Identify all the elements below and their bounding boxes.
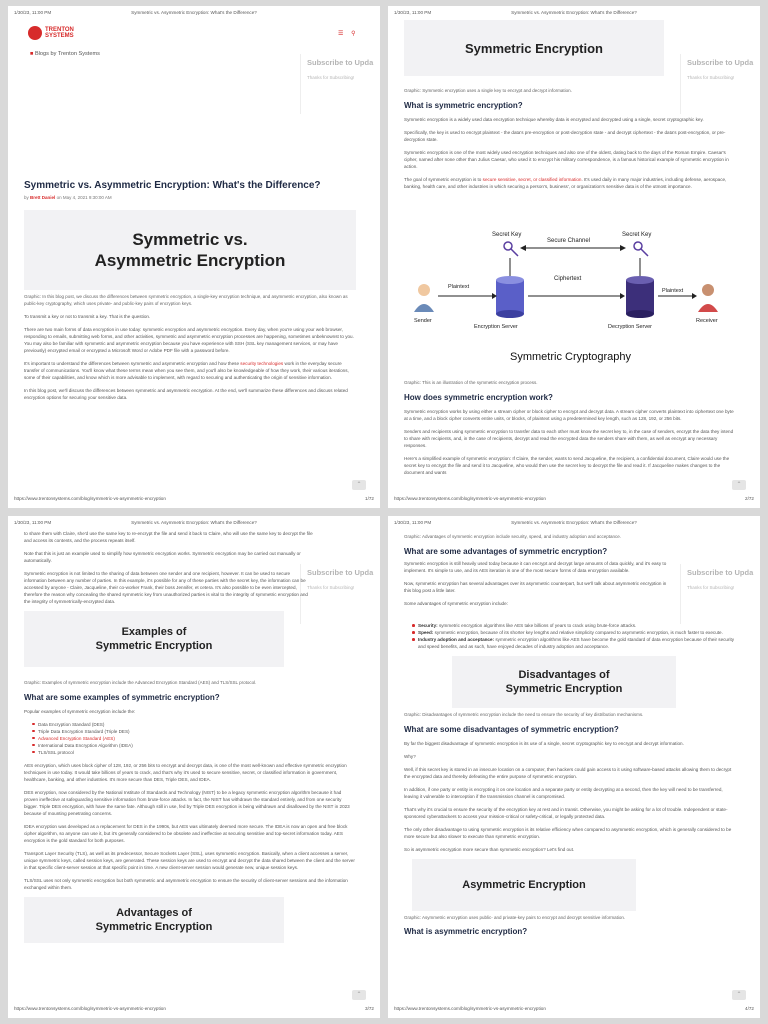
pdf-page-4 bbox=[388, 516, 760, 1018]
paragraph: Symmetric encryption is a widely used data encryption technique whereby data is encrypted and decrypted using a single, secret cryptographic key. bbox=[404, 116, 704, 122]
hero-line-1: Advantages of bbox=[116, 906, 192, 919]
print-title: Symmetric vs. Asymmetric Encryption: What's the Difference? bbox=[511, 520, 637, 525]
print-footer bbox=[394, 496, 754, 504]
paragraph: DES encryption, now considered by the National Institute of Standards and Technology (NIST) to be a legacy symmetric encryption algorithm because it had proven ineffective at safeguarding sensitive information from brute-force attacks. In fact, the NIST has withdrawn the standard entirely, and from one security bigger. Triple DES encryption, with have the same fate. Although still in use, fed by Triple DES encryption is being withdrawn and disallowed by the NIST in 2023 because of mounting penetrating concerns. bbox=[24, 789, 350, 816]
decryption-server-label: Decryption Server bbox=[608, 324, 653, 330]
paragraph: To transmit a key or not to transmit a key. That is the question. bbox=[24, 314, 151, 319]
advantages-list bbox=[412, 622, 736, 650]
print-datetime: 1/30/23, 11:00 PM bbox=[394, 520, 432, 525]
article-body bbox=[24, 180, 356, 407]
section-heading: What are some advantages of symmetric encryption? bbox=[404, 546, 608, 556]
print-footer bbox=[14, 1006, 374, 1014]
scroll-top-button[interactable]: ⌃ bbox=[732, 990, 746, 1000]
decryption-server-icon bbox=[626, 276, 654, 318]
author-link[interactable]: Brett Daniel bbox=[30, 195, 56, 200]
text: The goal of symmetric encryption is to bbox=[404, 176, 483, 182]
home-icon: ■ bbox=[30, 51, 34, 57]
paragraph: TLS/SSL uses not only symmetric encryption but both symmetric and asymmetric encryption to ensure the security of client-server sessions and the information exchanged within them. bbox=[24, 877, 348, 890]
image-caption: Graphic: Symmetric encryption uses a single key to encrypt and decrypt information. bbox=[404, 88, 572, 93]
print-url: https://www.trentonsystems.com/blog/symmetric-vs-asymmetric-encryption bbox=[394, 1006, 546, 1011]
by-label: by bbox=[24, 195, 29, 200]
hero-image bbox=[24, 210, 356, 290]
list-item-term: Industry adoption and acceptance: bbox=[418, 637, 495, 642]
page-number: 3/72 bbox=[365, 1006, 374, 1011]
paragraph: Here's a simplified example of symmetric encryption: If Claire, the sender, wants to send Jacqueline, the recipient, a confidential document, Claire would use the secret key to encrypt the file and send it to Jacqueline, who would then use the secret key to decrypt the file and read it. If Jacqueline makes changes to the document and wants bbox=[404, 455, 730, 475]
hero-image bbox=[452, 656, 676, 708]
image-caption: Graphic: Examples of symmetric encryption include the Advanced Encryption Standard (AES) and TLS/SSL protocol. bbox=[24, 680, 257, 685]
diagram-title: Symmetric Cryptography bbox=[510, 351, 632, 363]
print-url: https://www.trentonsystems.com/blog/symmetric-vs-asymmetric-encryption bbox=[394, 496, 546, 501]
paragraph: In this blog post, we'll discuss the differences between symmetric and asymmetric encryption. At the end, we'll summarize these differences and discuss related encryption options for securing your sensitive data. bbox=[24, 388, 348, 400]
list-item bbox=[412, 636, 736, 650]
logo-line-2: SYSTEMS bbox=[45, 33, 74, 39]
subscribe-title: Subscribe to Upda bbox=[307, 568, 374, 577]
text: It's important to understand the differences between symmetric and asymmetric encryption and how these bbox=[24, 361, 241, 366]
print-footer bbox=[14, 496, 374, 504]
section-heading: What are some examples of symmetric encryption? bbox=[24, 692, 220, 702]
plaintext-right-label: Plaintext bbox=[662, 288, 684, 294]
list-item: Data Encryption Standard (DES) bbox=[32, 721, 356, 728]
print-datetime: 1/30/23, 11:00 PM bbox=[394, 10, 432, 15]
page-number: 1/72 bbox=[365, 496, 374, 501]
hero-line-1: Examples of bbox=[121, 626, 187, 638]
pdf-page-2 bbox=[388, 6, 760, 508]
hero-image bbox=[404, 20, 664, 76]
post-title: Symmetric vs. Asymmetric Encryption: What's the Difference? bbox=[24, 180, 321, 191]
hero-line-1: Symmetric vs. bbox=[132, 230, 248, 249]
paragraph: There are two main forms of data encryption in use today: symmetric encryption and asymmetric encryption. Every day, when you're using your web browser, responding to emails, submitting web forms, and other activities, symmetric and asymmetric encryption processes are happening, sometimes unbeknownst to you. You may also be familiar with symmetric and asymmetric encryption because you have experience with SSH (SSL key management services, or may have previously) encrypted email or encrypted a Microsoft Word or Adobe PDF file with a password before. bbox=[24, 327, 354, 353]
paragraph: Popular examples of symmetric encryption include the: bbox=[24, 708, 136, 714]
article-body bbox=[404, 622, 736, 942]
paragraph: to share them with Claire, she'd use the same key to re-encrypt the file and send it back to Claire, who will use the same key to decrypt the file and access its contents, and the process repeats itself. bbox=[24, 531, 313, 543]
paragraph: IDEA encryption was developed as a replacement for DES in the 1990s, but AES was ultimately deemed more secure. The IDEA is now an open and free block cipher algorithm, so anyone can use it, but it's generally considered to be obsolete and ineffective at securing sensitive and top-secret information today. AES encryption is the gold standard for both purposes. bbox=[24, 823, 348, 843]
receiver-label: Receiver bbox=[696, 318, 718, 324]
list-item bbox=[412, 622, 736, 629]
image-caption: Graphic: This is an illustration of the symmetric encryption process. bbox=[404, 380, 538, 385]
paragraph: Now, symmetric encryption has several advantages over its asymmetric counterpart, but we'll talk about asymmetric encryption in this blog post a little later. bbox=[404, 581, 667, 593]
paragraph: AES encryption, which uses block cipher of 128, 192, or 256 bits to encrypt and decrypt data, is one of the most well-known and effective symmetric encryption techniques in use today. It would take billions of years to crack, and that's why it's used to secure sensitive, secret, or classified information in government, healthcare, banking, and other industries. It's more secure than DES, Triple DES, and IDEA. bbox=[24, 762, 347, 782]
image-caption: Graphic: In this blog post, we discuss the differences between symmetric encryption, a single-key encryption technique, and asymmetric encryption, also known as public-key cryptography, which uses private- and public-key pairs of encryption keys. bbox=[24, 294, 348, 306]
print-header bbox=[14, 10, 374, 18]
scroll-top-button[interactable]: ⌃ bbox=[352, 480, 366, 490]
article-body bbox=[24, 676, 356, 943]
subscribe-title: Subscribe to Upda bbox=[307, 58, 374, 67]
list-item bbox=[412, 629, 736, 636]
paragraph bbox=[404, 176, 736, 190]
paragraph: Why? bbox=[404, 753, 416, 759]
page-number: 2/72 bbox=[745, 496, 754, 501]
article-body bbox=[404, 530, 736, 562]
paragraph: That's why it's crucial to ensure the security of the encryption key at rest and in transit. Otherwise, you might be asking for a lot of trouble. Independent or state-sponsored cyberattackers to access your mission-critical or safety-critical, or legally protected data. bbox=[404, 806, 728, 819]
search-icon[interactable]: ⚲ bbox=[351, 31, 356, 37]
article-body bbox=[24, 530, 314, 667]
print-header bbox=[394, 520, 754, 528]
print-header bbox=[14, 520, 374, 528]
ciphertext-label: Ciphertext bbox=[554, 276, 582, 282]
secret-key-right-label: Secret Key bbox=[622, 232, 652, 238]
scroll-top-button[interactable]: ⌃ bbox=[732, 480, 746, 490]
section-heading: What are some disadvantages of symmetric encryption? bbox=[404, 724, 619, 734]
subscribe-title: Subscribe to Upda bbox=[687, 58, 754, 67]
hero-line-2: Symmetric Encryption bbox=[95, 640, 213, 652]
list-item-text: symmetric encryption algorithms like AES take billions of years to crack using brute-force attacks. bbox=[437, 623, 637, 628]
print-footer bbox=[394, 1006, 754, 1014]
article-body bbox=[404, 20, 674, 76]
paragraph: So is asymmetric encryption more secure than symmetric encryption? Let's find out. bbox=[404, 846, 575, 852]
hero-image bbox=[412, 859, 636, 911]
page-number: 4/72 bbox=[745, 1006, 754, 1011]
paragraph: Transport Layer Security (TLS), as well as its predecessor, Secure Sockets Layer (SSL), uses symmetric encryption. Basically, when a client accesses a server, unique symmetric keys, called session keys, are generated. These session keys are used to encrypt and decrypt the data shared between the client and the server in that specific client-server session at that specific point in time. A new client-server session would generate new, unique session keys. bbox=[24, 850, 355, 870]
hero-image bbox=[24, 897, 284, 943]
article-body bbox=[404, 376, 736, 482]
logo-line-1: TRENTON bbox=[45, 27, 74, 33]
paragraph: Some advantages of symmetric encryption include: bbox=[404, 601, 508, 606]
plaintext-left-label: Plaintext bbox=[448, 284, 470, 290]
paragraph: The only other disadvantage to using symmetric encryption is its relative efficiency when compared to asymmetric encryption, which is generally considered to be more secure but also slower to execute than symmetric encryption. bbox=[404, 826, 732, 839]
text: work in the everyday secure transfer of communications. You'll know what these terms mean when you see them, and you'll also be knowledgeable of how they work, their various iterations, some of their capabilities, and know which is more advisable to implement, with regard to securing and authenticating the origin of sensitive information. bbox=[24, 361, 349, 380]
sender-label: Sender bbox=[414, 318, 432, 324]
subscribe-panel bbox=[680, 564, 760, 624]
subscribe-subtitle: Thanks for Subscribing! bbox=[687, 75, 735, 80]
paragraph: Symmetric encryption is still heavily used today because it can encrypt and decrypt large amounts of data quickly, and it's easy to implement. It's simple to use, and its AES iteration is one of the most secure forms of data encryption available. bbox=[404, 561, 667, 573]
sensitive-info-link[interactable]: secure sensitive, secret, or classified information bbox=[482, 176, 582, 182]
hero-line-2: Asymmetric Encryption bbox=[94, 251, 286, 270]
subscribe-title: Subscribe to Upda bbox=[687, 568, 754, 577]
list-item-term: Speed: bbox=[418, 630, 434, 635]
print-title: Symmetric vs. Asymmetric Encryption: What's the Difference? bbox=[131, 10, 257, 15]
image-caption: Graphic: Advantages of symmetric encryption include security, speed, and industry adoption and acceptance. bbox=[404, 534, 622, 539]
subscribe-subtitle: Thanks for Subscribing! bbox=[307, 75, 355, 80]
menu-icon[interactable]: ☰ bbox=[338, 31, 344, 37]
paragraph: Symmetric encryption is one of the most widely used encryption techniques and also one of the oldest, dating back to the days of the Roman Empire. Caesar's cipher, named after none other than Julius Caesar, who used it to encrypt his military correspondence, is a famous historical example of symmetric encryption in action. bbox=[404, 149, 729, 169]
symmetric-cryptography-diagram bbox=[402, 222, 748, 372]
encryption-server-label: Encryption Server bbox=[474, 324, 518, 330]
post-date: on May 4, 2021 9:30:00 AM bbox=[56, 195, 112, 200]
security-technologies-link[interactable]: security technologies bbox=[240, 361, 284, 366]
hero-image bbox=[24, 611, 284, 667]
byline bbox=[24, 195, 356, 200]
paragraph: By far the biggest disadvantage of symmetric encryption is its use of a single, secret cryptographic key to encrypt and decrypt information. bbox=[404, 740, 684, 746]
encryption-server-icon bbox=[496, 276, 524, 318]
list-item: Triple Data Encryption Standard (Triple DES) bbox=[32, 728, 356, 735]
pdf-page-3 bbox=[8, 516, 380, 1018]
blogs-by-link[interactable] bbox=[30, 51, 100, 57]
image-caption: Graphic: Disadvantages of symmetric encryption include the need to ensure the security of key distribution mechanisms. bbox=[404, 712, 644, 717]
list-item-text: symmetric encryption, because of its shorter key lengths and relative simplicity compared to asymmetric encryption, is much faster to execute. bbox=[433, 630, 723, 635]
subscribe-subtitle: Thanks for Subscribing! bbox=[307, 585, 355, 590]
list-item-term: Security: bbox=[418, 623, 438, 628]
paragraph: Symmetric encryption is not limited to the sharing of data between one sender and one recipient, however. It can be used to secure information between any number of parties. In this example, it's possible for any of these parties with the secret key, the information can be accessed by anyone - Claire, Jacqueline, their co-worker Frank, their boss Jennifer, et cetera. It's also possible to be even intercepted, therefore the reason why concealing the shared symmetric key from unauthorized parties is vital to the integrity of symmetric encryption and the integrity of symmetrically-encrypted data. bbox=[24, 571, 308, 604]
paragraph bbox=[24, 360, 356, 381]
list-item-text: symmetric encryption algorithms like AES have become the gold standard of data encryption because of their security and speed benefits, and as such, have enjoyed decades of industry adoption and acceptance. bbox=[418, 637, 735, 649]
text: . It's used daily in many major industries, including defense, aerospace, banking, health care, and other industries in which securing a person's, business', or organization's sensitive data is of the utmost importance. bbox=[404, 176, 727, 189]
print-header bbox=[394, 10, 754, 18]
image-caption: Graphic: Asymmetric encryption uses public- and private-key pairs to encrypt and decrypt sensitive information. bbox=[404, 914, 626, 920]
trenton-logo[interactable] bbox=[28, 26, 74, 40]
paragraph: In addition, if one party or entity is encrypting it on one location and a separate party or entity decrypting at a second, then the key will need to be transferred, leaving it vulnerable to interception if the transmission channel is compromised. bbox=[404, 786, 723, 799]
secret-key-left-label: Secret Key bbox=[492, 232, 522, 238]
list-item[interactable]: Advanced Encryption Standard (AES) bbox=[32, 735, 356, 742]
hero-line-2: Symmetric Encryption bbox=[505, 683, 623, 695]
paragraph: Well, if this secret key is stored in an insecure location on a computer, then hackers could gain access to it using software-based attacks allowing them to decrypt the encrypted data and thereby defeating the entire purpose of symmetric encryption. bbox=[404, 766, 732, 779]
paragraph: Symmetric encryption works by using either a stream cipher or block cipher to encrypt and decrypt data. A stream cipher converts plaintext into ciphertext one byte at a time, and a block cipher converts entire units, or blocks, of plaintext using a predetermined key length, such as 128, 192, or 256 bits. bbox=[404, 408, 734, 421]
print-title: Symmetric vs. Asymmetric Encryption: What's the Difference? bbox=[511, 10, 637, 15]
hero-line-2: Symmetric Encryption bbox=[95, 920, 213, 933]
article-body bbox=[404, 84, 736, 196]
subscribe-subtitle: Thanks for Subscribing! bbox=[687, 585, 735, 590]
trenton-logo-mark bbox=[28, 26, 42, 40]
paragraph: Note that this is just an example used to simplify how symmetric encryption works. Symmetric encryption may be carried out manually or automatically. bbox=[24, 551, 301, 563]
print-url: https://www.trentonsystems.com/blog/symmetric-vs-asymmetric-encryption bbox=[14, 496, 166, 501]
examples-list bbox=[32, 721, 356, 756]
print-url: https://www.trentonsystems.com/blog/symmetric-vs-asymmetric-encryption bbox=[14, 1006, 166, 1011]
hero-text: Asymmetric Encryption bbox=[462, 878, 586, 891]
blogs-by-label: Blogs by Trenton Systems bbox=[34, 51, 100, 57]
section-heading: How does symmetric encryption work? bbox=[404, 392, 553, 402]
section-heading: What is symmetric encryption? bbox=[404, 100, 523, 110]
print-datetime: 1/30/23, 11:00 PM bbox=[14, 520, 52, 525]
secure-channel-label: Secure Channel bbox=[547, 238, 591, 244]
list-item: TLS/SSL protocol bbox=[32, 749, 356, 756]
scroll-top-button[interactable]: ⌃ bbox=[352, 990, 366, 1000]
print-datetime: 1/30/23, 11:00 PM bbox=[14, 10, 52, 15]
pdf-page-1 bbox=[8, 6, 380, 508]
hero-line-1: Disadvantages of bbox=[518, 669, 610, 681]
print-title: Symmetric vs. Asymmetric Encryption: What's the Difference? bbox=[131, 520, 257, 525]
hero-text: Symmetric Encryption bbox=[465, 40, 603, 56]
article-body bbox=[404, 560, 674, 613]
paragraph: Specifically, the key is used to encrypt plaintext - the data's pre-encryption or post-decryption state - and decrypt ciphertext - the data's post-encryption, or pre-decryption state. bbox=[404, 129, 726, 142]
nav-icons bbox=[338, 30, 355, 37]
subscribe-panel bbox=[300, 54, 380, 114]
list-item: International Data Encryption Algorithm (IDEA) bbox=[32, 742, 356, 749]
section-heading: What is asymmetric encryption? bbox=[404, 927, 528, 936]
paragraph: Senders and recipients using symmetric encryption to transfer data to each other must know the secret key to, in the case of senders, encrypt the data they intend to share with recipients, and, in the case of recipients, decrypt and read the encrypted data the senders share with them, as well as encrypt any necessary responses. bbox=[404, 428, 734, 448]
